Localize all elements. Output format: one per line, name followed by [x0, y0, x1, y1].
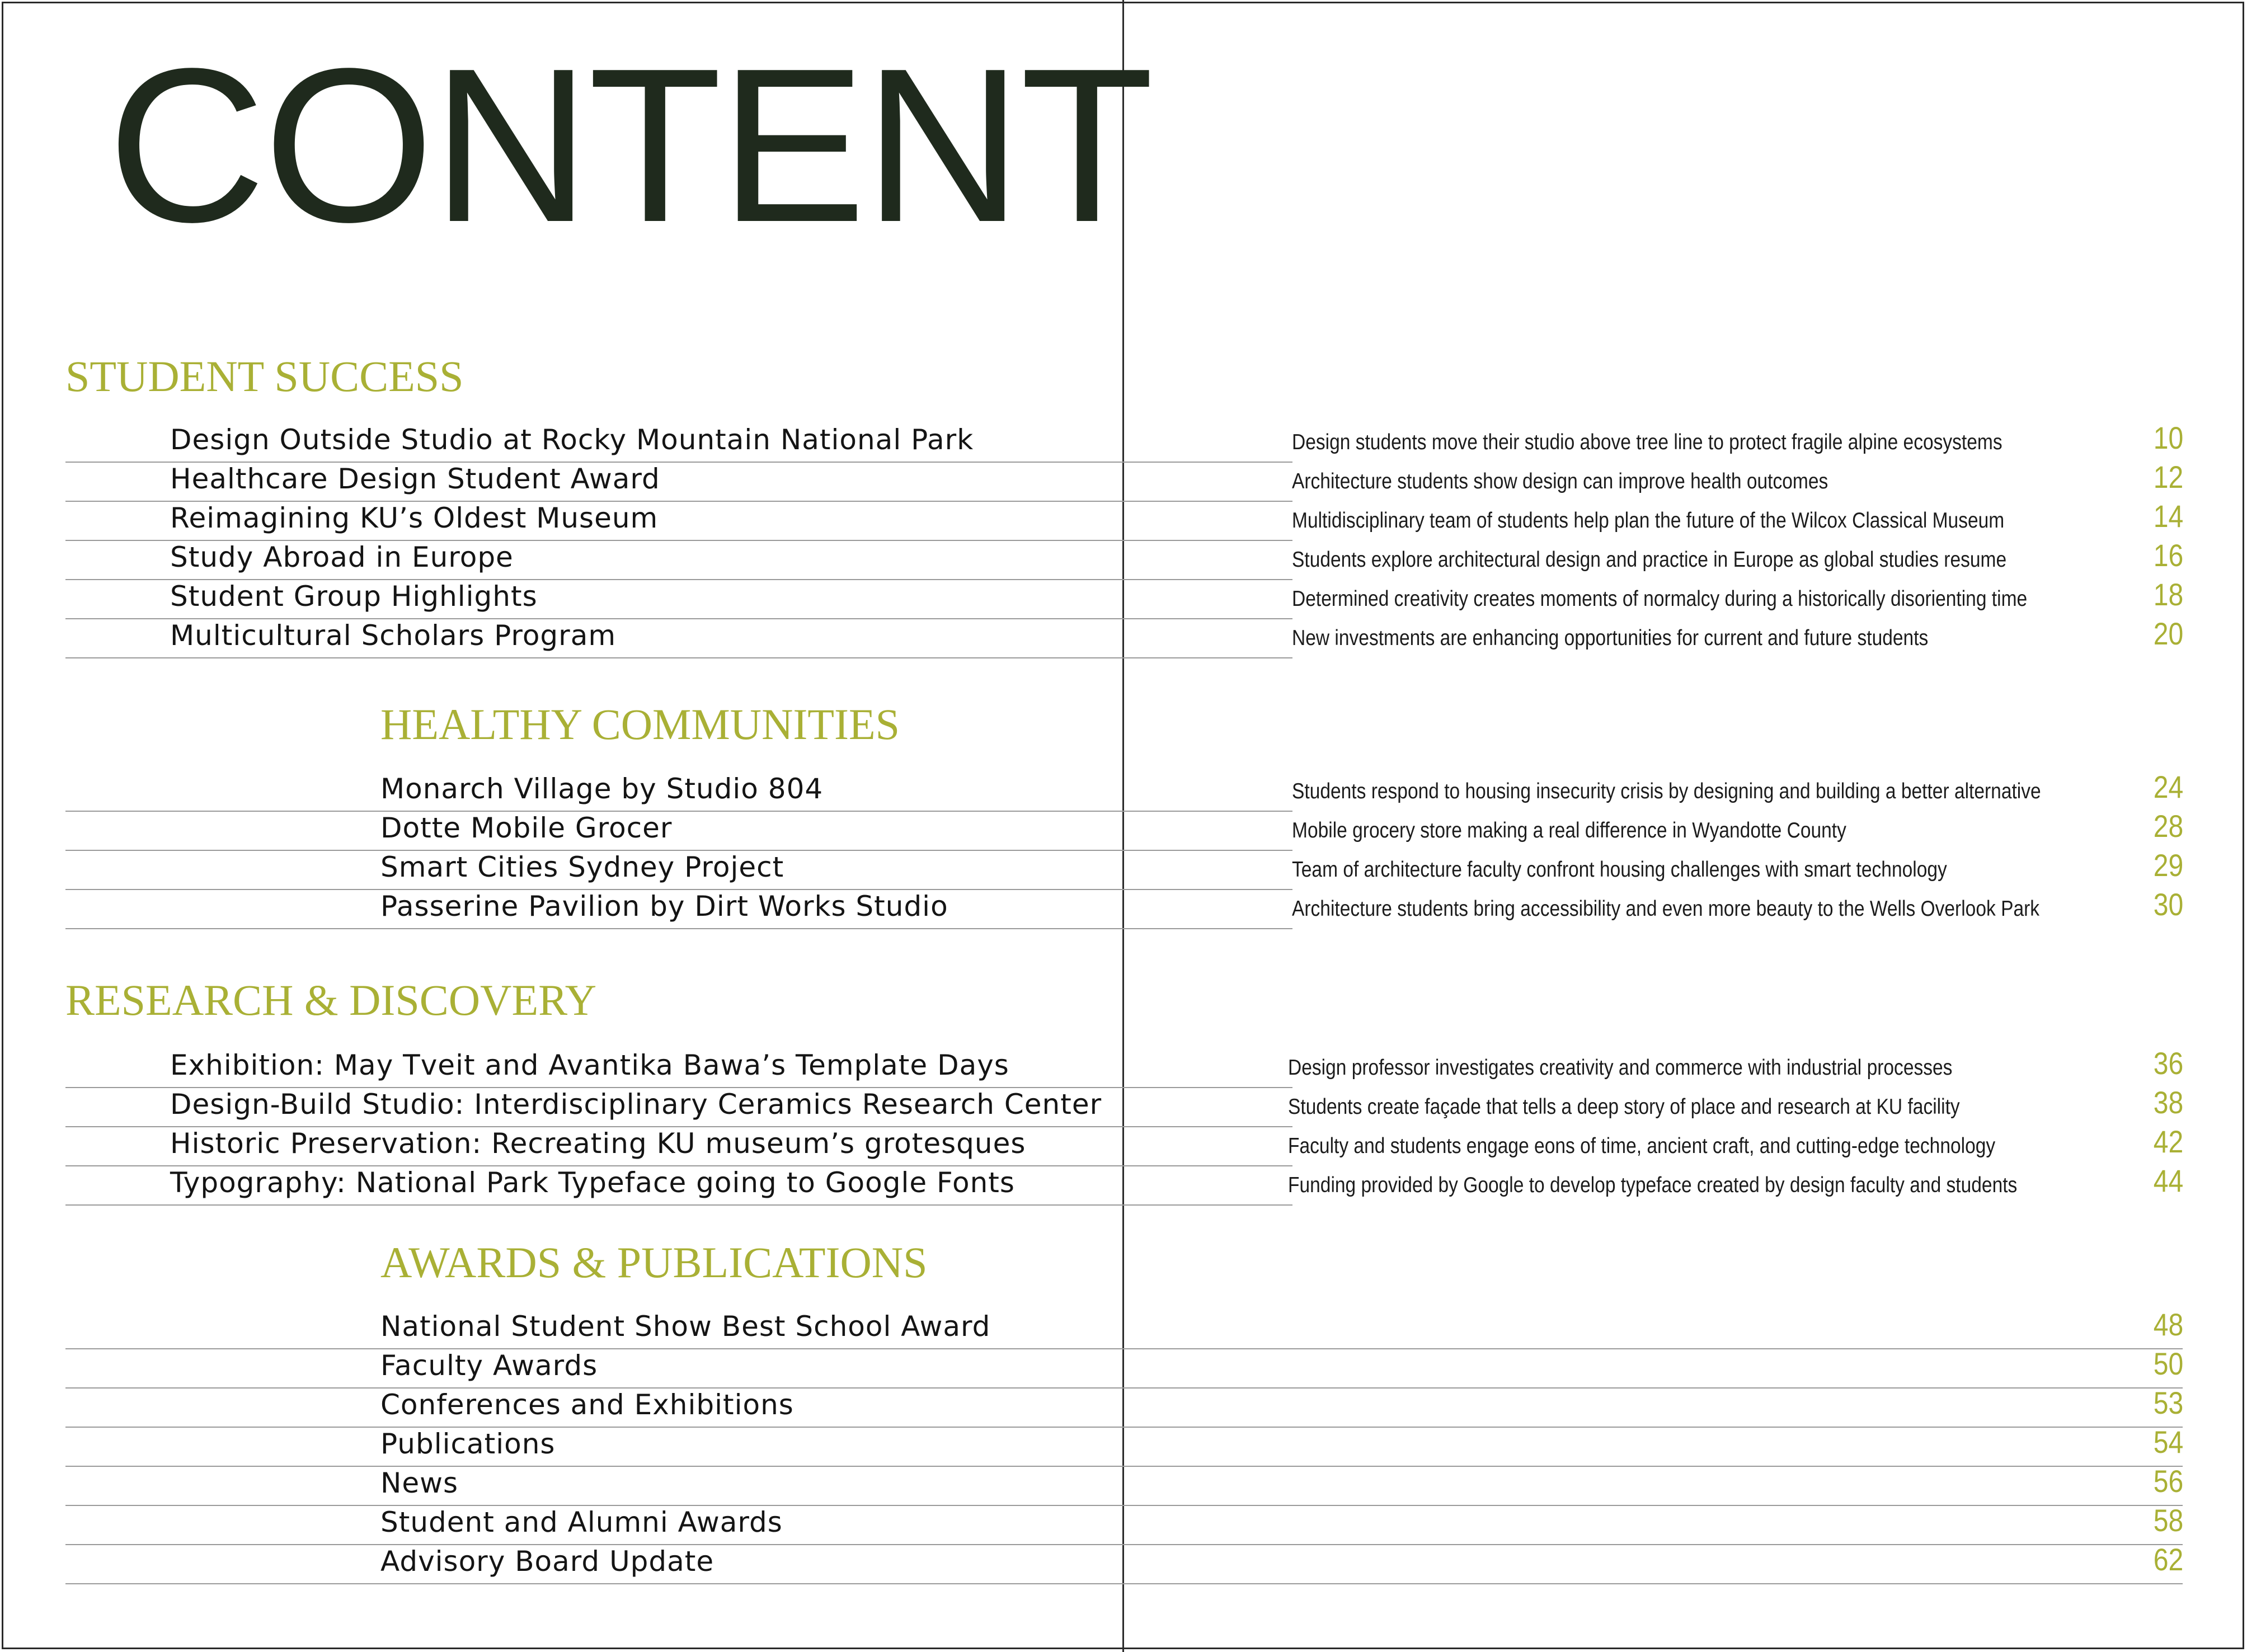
- toc-entry[interactable]: [0, 1503, 2247, 1545]
- entry-description: Multidisciplinary team of students help plan the future of the Wilcox Classical Museum: [1292, 509, 2005, 533]
- entry-page-number: 62: [2153, 1542, 2183, 1577]
- entry-page-number: 50: [2153, 1346, 2183, 1381]
- entry-title: Typography: National Park Typeface going to Google Fonts: [170, 1166, 1015, 1199]
- toc-entry[interactable]: [0, 1307, 2247, 1349]
- entry-title: Study Abroad in Europe: [170, 541, 514, 573]
- entry-title: Design Outside Studio at Rocky Mountain National Park: [170, 423, 974, 456]
- entry-page-number: 53: [2153, 1385, 2183, 1420]
- entry-title: National Student Show Best School Award: [380, 1310, 991, 1343]
- entry-page-number: 16: [2153, 538, 2183, 573]
- entry-page-number: 44: [2153, 1163, 2183, 1198]
- entry-description: Students respond to housing insecurity crisis by designing and building a better alternative: [1292, 779, 2041, 803]
- entry-description: Mobile grocery store making a real difference in Wyandotte County: [1292, 818, 1846, 843]
- divider: [65, 1583, 2183, 1584]
- entry-description: Students explore architectural design and practice in Europe as global studies resume: [1292, 548, 2007, 572]
- entry-title: News: [380, 1467, 459, 1499]
- toc-entry[interactable]: [0, 1385, 2247, 1428]
- toc-entry[interactable]: [0, 420, 2247, 463]
- toc-entry[interactable]: [0, 1463, 2247, 1506]
- entry-description: Faculty and students engage eons of time, ancient craft, and cutting-edge technology: [1288, 1134, 1996, 1158]
- toc-entry[interactable]: [0, 1046, 2247, 1088]
- entry-description: Design professor investigates creativity and commerce with industrial processes: [1288, 1056, 1953, 1080]
- entry-page-number: 10: [2153, 420, 2183, 455]
- entry-page-number: 42: [2153, 1124, 2183, 1159]
- entry-description: Architecture students bring accessibility and even more beauty to the Wells Overlook Park: [1292, 897, 2040, 921]
- toc-entry[interactable]: [0, 498, 2247, 541]
- entry-title: Exhibition: May Tveit and Avantika Bawa’s Template Days: [170, 1049, 1009, 1081]
- entry-title: Design-Build Studio: Interdisciplinary Ceramics Research Center: [170, 1088, 1102, 1121]
- entry-title: Student Group Highlights: [170, 580, 538, 613]
- toc-entry[interactable]: [0, 459, 2247, 502]
- entry-page-number: 54: [2153, 1424, 2183, 1460]
- entry-title: Passerine Pavilion by Dirt Works Studio: [380, 890, 948, 923]
- entry-page-number: 24: [2153, 769, 2183, 804]
- toc-entry[interactable]: [0, 538, 2247, 580]
- entry-description: New investments are enhancing opportunities for current and future students: [1292, 626, 1929, 650]
- toc-entry[interactable]: [0, 1163, 2247, 1206]
- toc-entry[interactable]: [0, 848, 2247, 890]
- entry-description: Design students move their studio above tree line to protect fragile alpine ecosystems: [1292, 430, 2002, 454]
- entry-page-number: 12: [2153, 459, 2183, 495]
- entry-title: Monarch Village by Studio 804: [380, 773, 824, 805]
- entry-page-number: 48: [2153, 1307, 2183, 1342]
- divider: [65, 657, 1292, 658]
- entry-title: Faculty Awards: [380, 1349, 598, 1382]
- section-heading-student-success: STUDENT SUCCESS: [65, 352, 464, 401]
- entry-title: Conferences and Exhibitions: [380, 1389, 794, 1421]
- toc-entry[interactable]: [0, 616, 2247, 658]
- entry-title: Smart Cities Sydney Project: [380, 851, 784, 883]
- entry-title: Publications: [380, 1428, 556, 1460]
- entry-page-number: 14: [2153, 498, 2183, 534]
- entry-page-number: 38: [2153, 1085, 2183, 1120]
- entry-description: Team of architecture faculty confront housing challenges with smart technology: [1292, 858, 1947, 882]
- divider: [65, 928, 1292, 929]
- entry-title: Historic Preservation: Recreating KU museum’s grotesques: [170, 1127, 1026, 1160]
- toc-entry[interactable]: [0, 769, 2247, 812]
- entry-page-number: 36: [2153, 1046, 2183, 1081]
- toc-entry[interactable]: [0, 1085, 2247, 1127]
- entry-title: Advisory Board Update: [380, 1545, 714, 1578]
- entry-page-number: 30: [2153, 887, 2183, 922]
- entry-title: Healthcare Design Student Award: [170, 463, 660, 495]
- toc-entry[interactable]: [0, 1424, 2247, 1467]
- page-title: CONTENT: [107, 23, 1152, 268]
- entry-description: Students create façade that tells a deep story of place and research at KU facility: [1288, 1095, 1960, 1119]
- toc-entry[interactable]: [0, 1542, 2247, 1584]
- entry-description: Determined creativity creates moments of normalcy during a historically disorienting time: [1292, 587, 2028, 611]
- entry-description: Funding provided by Google to develop typeface created by design faculty and students: [1288, 1173, 2018, 1197]
- entry-page-number: 56: [2153, 1463, 2183, 1499]
- entry-page-number: 28: [2153, 808, 2183, 844]
- entry-description: Architecture students show design can improve health outcomes: [1292, 469, 1828, 493]
- entry-title: Student and Alumni Awards: [380, 1506, 783, 1538]
- entry-title: Multicultural Scholars Program: [170, 619, 617, 652]
- section-heading-awards-publications: AWARDS & PUBLICATIONS: [380, 1238, 928, 1287]
- toc-entry[interactable]: [0, 1346, 2247, 1389]
- divider: [65, 1204, 1292, 1206]
- entry-title: Dotte Mobile Grocer: [380, 812, 673, 844]
- section-heading-research-discovery: RESEARCH & DISCOVERY: [65, 976, 597, 1024]
- entry-title: Reimagining KU’s Oldest Museum: [170, 502, 659, 534]
- section-heading-healthy-communities: HEALTHY COMMUNITIES: [380, 700, 900, 749]
- toc-entry[interactable]: [0, 887, 2247, 929]
- entry-page-number: 29: [2153, 848, 2183, 883]
- entry-page-number: 58: [2153, 1503, 2183, 1538]
- toc-entry[interactable]: [0, 577, 2247, 619]
- toc-entry[interactable]: [0, 1124, 2247, 1166]
- entry-page-number: 18: [2153, 577, 2183, 612]
- toc-entry[interactable]: [0, 808, 2247, 851]
- entry-page-number: 20: [2153, 616, 2183, 651]
